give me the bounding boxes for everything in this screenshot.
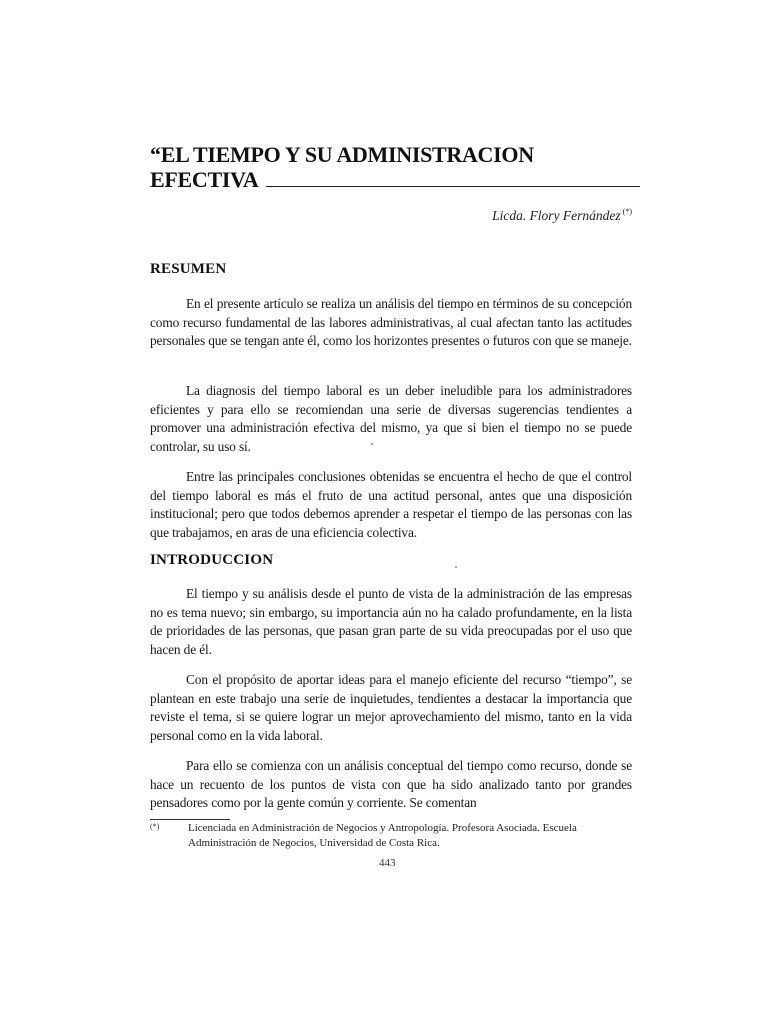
heading-introduccion: INTRODUCCION [150, 552, 274, 568]
resumen-paragraph-3: Entre las principales conclusiones obtenidas se encuentra el hecho de que el control del tiempo laboral es más el fruto de una actitud personal, antes que una disposición institucional; pero que todos debemos aprender a respetar el tiempo de las personas con las que trabajamos, en aras de una eficiencia colectiva. [150, 469, 632, 540]
heading-resumen: RESUMEN [150, 261, 227, 277]
scan-speck [455, 566, 457, 568]
footnote-mark: (*) [150, 822, 160, 831]
title-line-1: “EL TIEMPO Y SU ADMINISTRACION [150, 142, 534, 167]
intro-paragraph-3: Para ello se comienza con un análisis conceptual del tiempo como recurso, donde se hace un recuento de los puntos de vista con que ha sido analizado tanto por grandes pensadores como por la gente común y corriente. Se comentan [150, 758, 632, 811]
scan-speck [371, 443, 373, 445]
title-underline-rule [266, 186, 640, 187]
author-line [492, 207, 632, 224]
resumen-paragraph-2: La diagnosis del tiempo laboral es un deber ineludible para los administradores eficientes y para ello se recomiendan una serie de diversas sugerencias tendientes a promover una administración efectiva del mismo, ya que si bien el tiempo no se puede controlar, su uso sí. [150, 383, 632, 454]
footnote-text: Licenciada en Administración de Negocios y Antropología. Profesora Asociada. Escuela Administración de Negocios, Universidad de Costa Rica. [188, 822, 577, 849]
author-name: Licda. Flory Fernández [492, 208, 621, 223]
footnote-separator [150, 819, 230, 820]
author-note-mark: (*) [622, 207, 632, 216]
title-line-2: EFECTIVA [150, 167, 259, 192]
resumen-paragraph-1: En el presente artículo se realiza un análisis del tiempo en términos de su concepción como recurso fundamental de las labores administrativas, al cual afectan tanto las actitudes personales que se tengan ante él, como los horizontes presentes o futuros con que se maneje. [150, 296, 632, 349]
intro-paragraph-1: El tiempo y su análisis desde el punto de vista de la administración de las empresas no es tema nuevo; sin embargo, su importancia aún no ha calado profundamente, en la lista de prioridades de las personas, que pasan gran parte de su vida preocupadas por el uso que hacen de él. [150, 586, 632, 657]
article-title [150, 142, 640, 192]
title-line-2-wrapper [150, 167, 640, 192]
page-number: 443 [379, 857, 396, 869]
intro-paragraph-2: Con el propósito de aportar ideas para el manejo eficiente del recurso “tiempo”, se plantean en este trabajo una serie de inquietudes, tendientes a destacar la importancia que reviste el tema, si se quiere lograr un mejor aprovechamiento del mismo, tanto en la vida personal como en la vida laboral. [150, 672, 632, 743]
